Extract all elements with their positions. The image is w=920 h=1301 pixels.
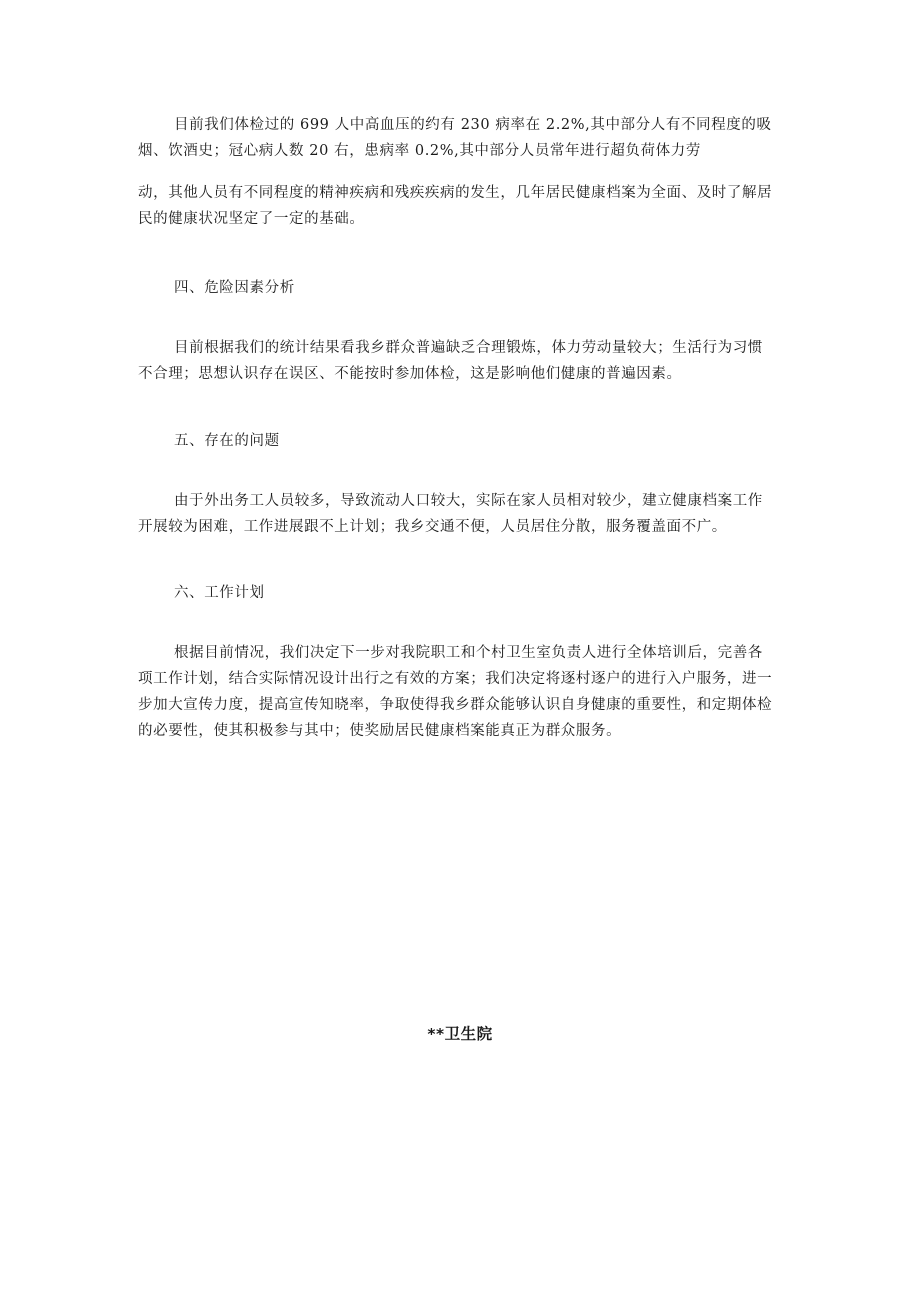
paragraph-line: 民的健康状况坚定了一定的基础。 <box>138 211 365 227</box>
paragraph-risk-factors <box>138 335 784 387</box>
paragraph-problems <box>138 488 784 540</box>
signature-hospital-name: **卫生院 <box>427 1025 493 1043</box>
paragraph-line: 项工作计划，结合实际情况设计出行之有效的方案；我们决定将逐村逐户的进行入户服务，进一 <box>138 671 773 687</box>
paragraph-line: 由于外出务工人员较多，导致流动人口较大，实际在家人员相对较少，建立健康档案工作 <box>174 493 763 509</box>
section-heading-work-plan: 六、工作计划 <box>174 585 265 601</box>
paragraph-line: 动，其他人员有不同程度的精神疾病和残疾疾病的发生，几年居民健康档案为全面、及时了解居 <box>138 185 773 201</box>
paragraph-health-statistics <box>138 112 784 164</box>
section-heading-risk-factors: 四、危险因素分析 <box>174 280 295 296</box>
paragraph-line: 目前根据我们的统计结果看我乡群众普遍缺乏合理锻炼，体力劳动量较大；生活行为习惯 <box>174 340 763 356</box>
paragraph-line: 目前我们体检过的 699 人中高血压的约有 230 病率在 2.2%,其中部分人有不同程度的吸 <box>174 117 772 133</box>
section-heading-problems: 五、存在的问题 <box>174 433 280 449</box>
paragraph-line: 根据目前情况，我们决定下一步对我院职工和个村卫生室负责人进行全体培训后，完善各 <box>174 645 763 661</box>
paragraph-work-plan <box>138 640 784 744</box>
paragraph-health-statistics-continued <box>138 180 784 232</box>
paragraph-line: 步加大宣传力度，提高宣传知晓率，争取使得我乡群众能够认识自身健康的重要性，和定期体检 <box>138 697 773 713</box>
paragraph-line: 烟、饮酒史；冠心病人数 20 右，患病率 0.2%,其中部分人员常年进行超负荷体力劳 <box>138 143 701 159</box>
paragraph-line: 开展较为困难，工作进展跟不上计划；我乡交通不便，人员居住分散，服务覆盖面不广。 <box>138 519 727 535</box>
paragraph-line: 的必要性，使其积极参与其中；使奖励居民健康档案能真正为群众服务。 <box>138 723 622 739</box>
paragraph-line: 不合理；思想认识存在误区、不能按时参加体检，这是影响他们健康的普遍因素。 <box>138 366 682 382</box>
